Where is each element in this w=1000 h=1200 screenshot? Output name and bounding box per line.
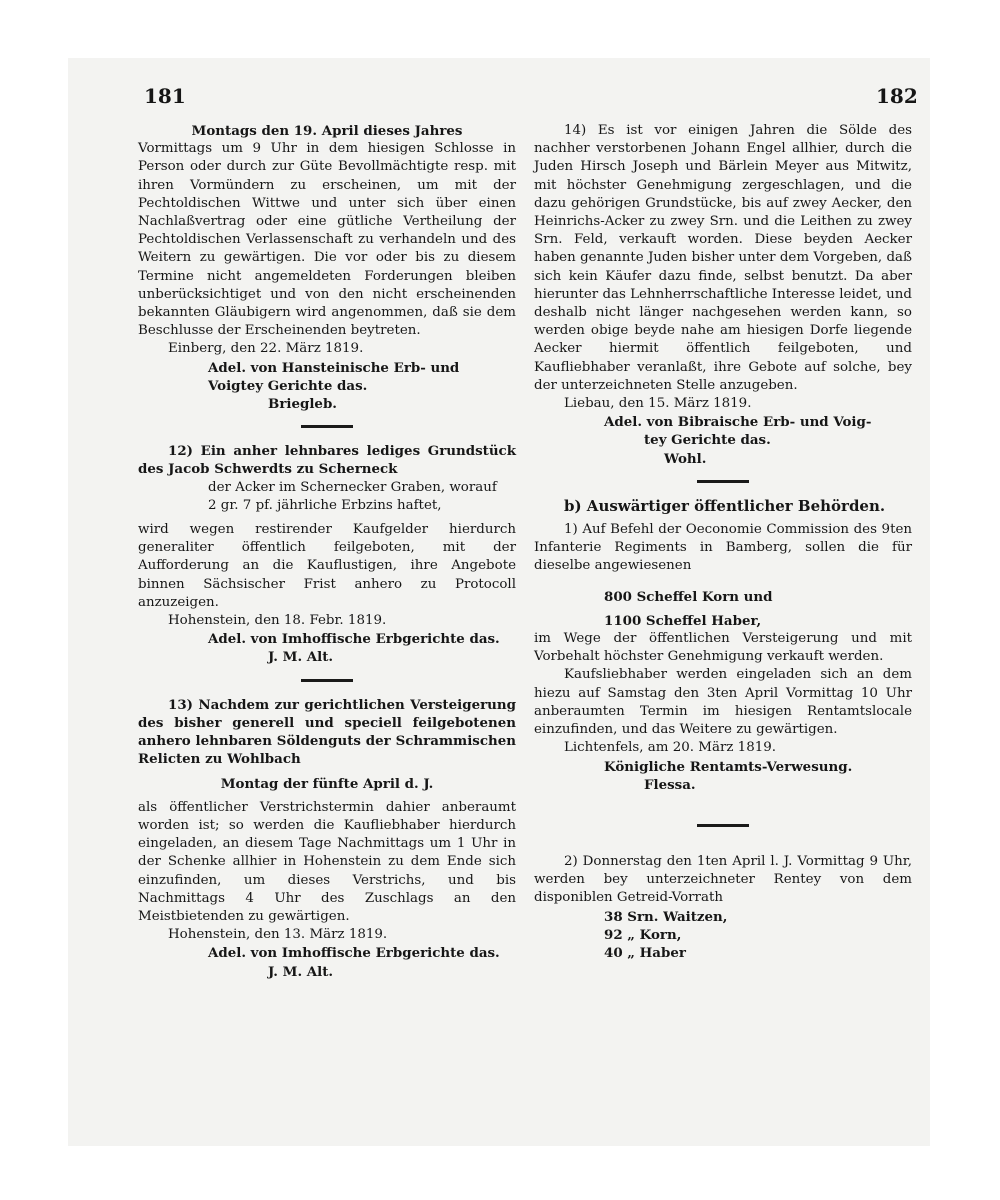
authority: Adel. von Imhoffische Erbgerichte das. <box>208 945 500 962</box>
section-divider <box>697 480 749 483</box>
notice-detail: 2 gr. 7 pf. jährliche Erbzins haftet, <box>208 497 442 513</box>
place-date: Einberg, den 22. März 1819. <box>168 341 364 357</box>
notice-engel <box>534 122 912 468</box>
newspaper-page <box>68 58 930 1146</box>
authority: Adel. von Bibraische Erb- und Voig- <box>604 414 872 431</box>
notice-title: 13) Nachdem zur gerichtlichen Versteigerung des bisher generell und speciell feilgebotenen anhero lehnbaren Söldenguts der Schrammischen Relicten zu Wohlbach <box>138 696 516 768</box>
signature: Briegleb. <box>268 396 337 413</box>
authority: Voigtey Gerichte das. <box>208 377 368 394</box>
notice-title: 12) Ein anher lehnbares lediges Grundstück des Jacob Schwerdts zu Scherneck <box>138 443 516 478</box>
notice-detail: der Acker im Schernecker Graben, worauf <box>208 479 497 495</box>
notice-text: 14) Es ist vor einigen Jahren die Sölde des nachher verstorbenen Johann Engel allhier, durch die Juden Hirsch Joseph und Bärlein Meyer aus Mitwitz, mit höchster Genehmigung zergeschlagen, und die dazu gehörigen Grundstücke, bis auf zwey Aecker, den Heinrichs-Acker zu zwey Srn. und die Leithen zu zwey Srn. Feld, verkauft worden. Diese beyden Aecker haben genannte Juden bisher unter dem Vorgeben, daß sich kein Käufer dazu finde, selbst benutzt. Da aber hierunter das Lehnherrschaftliche Interesse leidet, und deshalb nicht länger nachgesehen werden kann, so werden obige beyde nahe am hiesigen Dorfe liegende Aecker hiermit öffentlich feilgeboten, und Kaufliebhaber veranlaßt, ihre Gebote auf solche, bey der unterzeichneten Stelle anzugeben. <box>534 123 912 393</box>
notice-schramm <box>138 696 516 981</box>
notice-schwerdt <box>138 442 516 666</box>
notice-text: Kaufsliebhaber werden eingeladen sich an dem hiezu auf Samstag den 3ten April Vormittag 10 Uhr anberaumten Termin im hiesigen Rentamtslocale einzufinden, und das Weitere zu gewärtigen. <box>534 667 912 738</box>
section-divider <box>697 824 749 827</box>
section-divider <box>301 425 353 428</box>
section-divider <box>301 679 353 682</box>
authority: tey Gerichte das. <box>644 432 771 449</box>
place-date: Hohenstein, den 13. März 1819. <box>168 927 388 943</box>
goods-item: 1100 Scheffel Haber, <box>604 612 762 629</box>
goods-item: 38 Srn. Waitzen, <box>604 908 728 925</box>
place-date: Liebau, den 15. März 1819. <box>564 396 752 412</box>
goods-item: 800 Scheffel Korn und <box>604 588 773 605</box>
notice-text: 1) Auf Befehl der Oeconomie Commission des 9ten Infanterie Regiments in Bamberg, sollen die für dieselbe angewiesenen <box>534 522 912 574</box>
right-column <box>534 122 912 962</box>
notice-text: wird wegen restirender Kaufgelder hierdurch generaliter öffentlich feilgeboten, mit der Aufforderung an die Kauflustigen, ihre Angebote binnen Sächsischer Frist anhero zu Protocoll anzuzeigen. <box>138 522 516 610</box>
authority: Adel. von Hansteinische Erb- und <box>208 359 460 376</box>
date-line: Montag der fünfte April d. J. <box>220 775 434 792</box>
section-heading: b) Auswärtiger öffentlicher Behörden. <box>564 496 886 515</box>
place-date: Lichtenfels, am 20. März 1819. <box>564 740 777 756</box>
left-column <box>138 122 516 981</box>
signature: Flessa. <box>644 776 696 793</box>
signature: J. M. Alt. <box>268 649 334 666</box>
page-number-right: 182 <box>876 84 918 108</box>
page-number-left: 181 <box>144 84 186 108</box>
goods-item: 92 „ Korn, <box>604 926 682 943</box>
notice-bamberg <box>534 521 912 794</box>
place-date: Hohenstein, den 18. Febr. 1819. <box>168 613 387 629</box>
authority: Adel. von Imhoffische Erbgerichte das. <box>208 631 500 648</box>
notice-pechtold <box>138 122 516 413</box>
goods-item: 40 „ Haber <box>604 944 686 961</box>
signature: Wohl. <box>664 450 707 467</box>
notice-text: als öffentlicher Verstrichstermin dahier anberaumt worden ist; so werden die Kaufliebhaber hierdurch eingeladen, an diesem Tage Nachmittags um 1 Uhr in der Schenke allhier in Hohenstein zu dem Ende sich einzufinden, um dieses Verstrichs, und bis Nachmittags 4 Uhr des Zuschlags an den Meistbietenden zu gewärtigen. <box>138 799 516 924</box>
notice-text: 2) Donnerstag den 1ten April l. J. Vormittag 9 Uhr, werden bey unterzeichneter Rentey von dem disponiblen Getreid-Vorrath <box>534 853 912 906</box>
notice-text: im Wege der öffentlichen Versteigerung und mit Vorbehalt höchster Genehmigung verkauft werden. <box>534 631 912 665</box>
signature: J. M. Alt. <box>268 963 334 980</box>
notice-text: Vormittags um 9 Uhr in dem hiesigen Schlosse in Person oder durch zur Güte Bevollmächtigte resp. mit ihren Vormündern zu erscheinen, um mit der Pechtoldischen Wittwe und unter sich über einen Nachlaßvertrag oder eine gütliche Vertheilung der Pechtoldischen Verlassenschaft zu verhandeln und des Weitern zu gewärtigen. Die vor oder bis zu diesem Termine nicht angemeldeten Forderungen bleiben unberücksichtiget und von den nicht erscheinenden bekannten Gläubigern wird angenommen, daß sie dem Beschlusse der Erscheinenden beytreten. <box>138 141 516 339</box>
authority: Königliche Rentamts-Verwesung. <box>604 758 853 775</box>
date-line: Montags den 19. April dieses Jahres <box>191 123 463 139</box>
notice-rentey <box>534 853 912 962</box>
